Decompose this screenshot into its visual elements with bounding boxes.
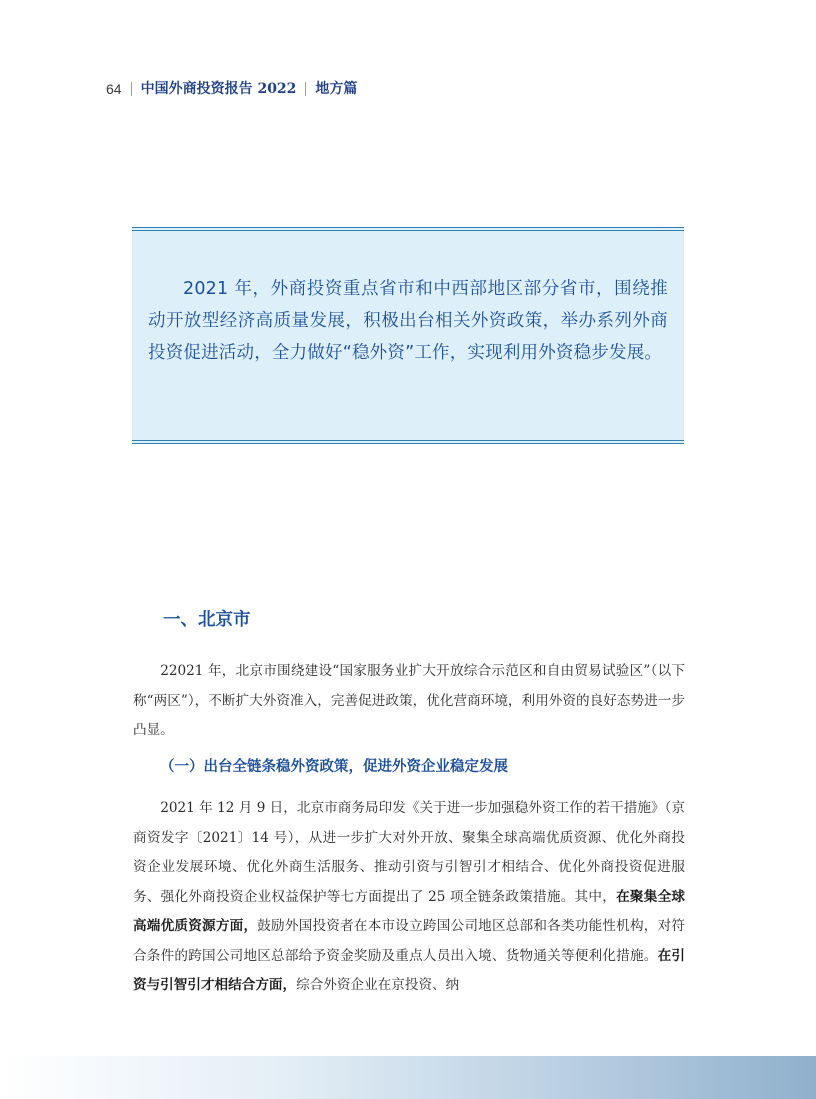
summary-text: 2021 年，外商投资重点省市和中西部地区部分省市，围绕推动开放型经济高质量发展，积极出台相关外资政策，举办系列外商投资促进活动，全力做好“稳外资”工作，实现利用外资稳步发展。 xyxy=(148,279,668,363)
running-header xyxy=(106,78,357,100)
chapter-name: 地方篇 xyxy=(315,81,358,97)
body-text: 2021 年 12 月 9 日，北京市商务局印发《关于进一步加强稳外资工作的若干措施》（京商资发字〔2021〕14 号），从进一步扩大对外开放、聚集全球高端优质资源、优化外商投资企业发展环境、优化外商生活服务、推动引资与引智引才相结合、优化外商投资促进服务、强化外商投资企业权益保护等七方面提出了 25 项全链条政策措施。其中， xyxy=(133,800,685,905)
bold-phrase: 在聚集全球高端优质资源方面， xyxy=(133,888,686,934)
subsection-heading: （一）出台全链条稳外资政策，促进外资企业稳定发展 xyxy=(160,759,508,775)
body-text: 综合外资企业在京投资、纳 xyxy=(296,977,460,993)
body-paragraph xyxy=(133,794,685,1001)
report-title: 中国外商投资报告 2022 xyxy=(140,81,297,97)
header-divider xyxy=(305,82,306,96)
body-text: 鼓励外国投资者在本市设立跨国公司地区总部和各类功能性机构，对符合条件的跨国公司地区总部给予资金奖励及重点人员出入境、货物通关等便利化措施。 xyxy=(133,918,686,964)
header-divider xyxy=(131,82,132,96)
page-number: 64 xyxy=(106,81,122,97)
footer-band xyxy=(0,1056,816,1099)
summary-box xyxy=(132,227,684,444)
intro-paragraph: 22021 年，北京市围绕建设“国家服务业扩大开放综合示范区和自由贸易试验区”（以下称“两区”），不断扩大外资准入，完善促进政策，优化营商环境，利用外资的良好态势进一步凸显。 xyxy=(133,663,685,738)
bold-phrase: 在引资与引智引才相结合方面， xyxy=(133,947,686,993)
section-heading: 一、北京市 xyxy=(163,610,251,630)
